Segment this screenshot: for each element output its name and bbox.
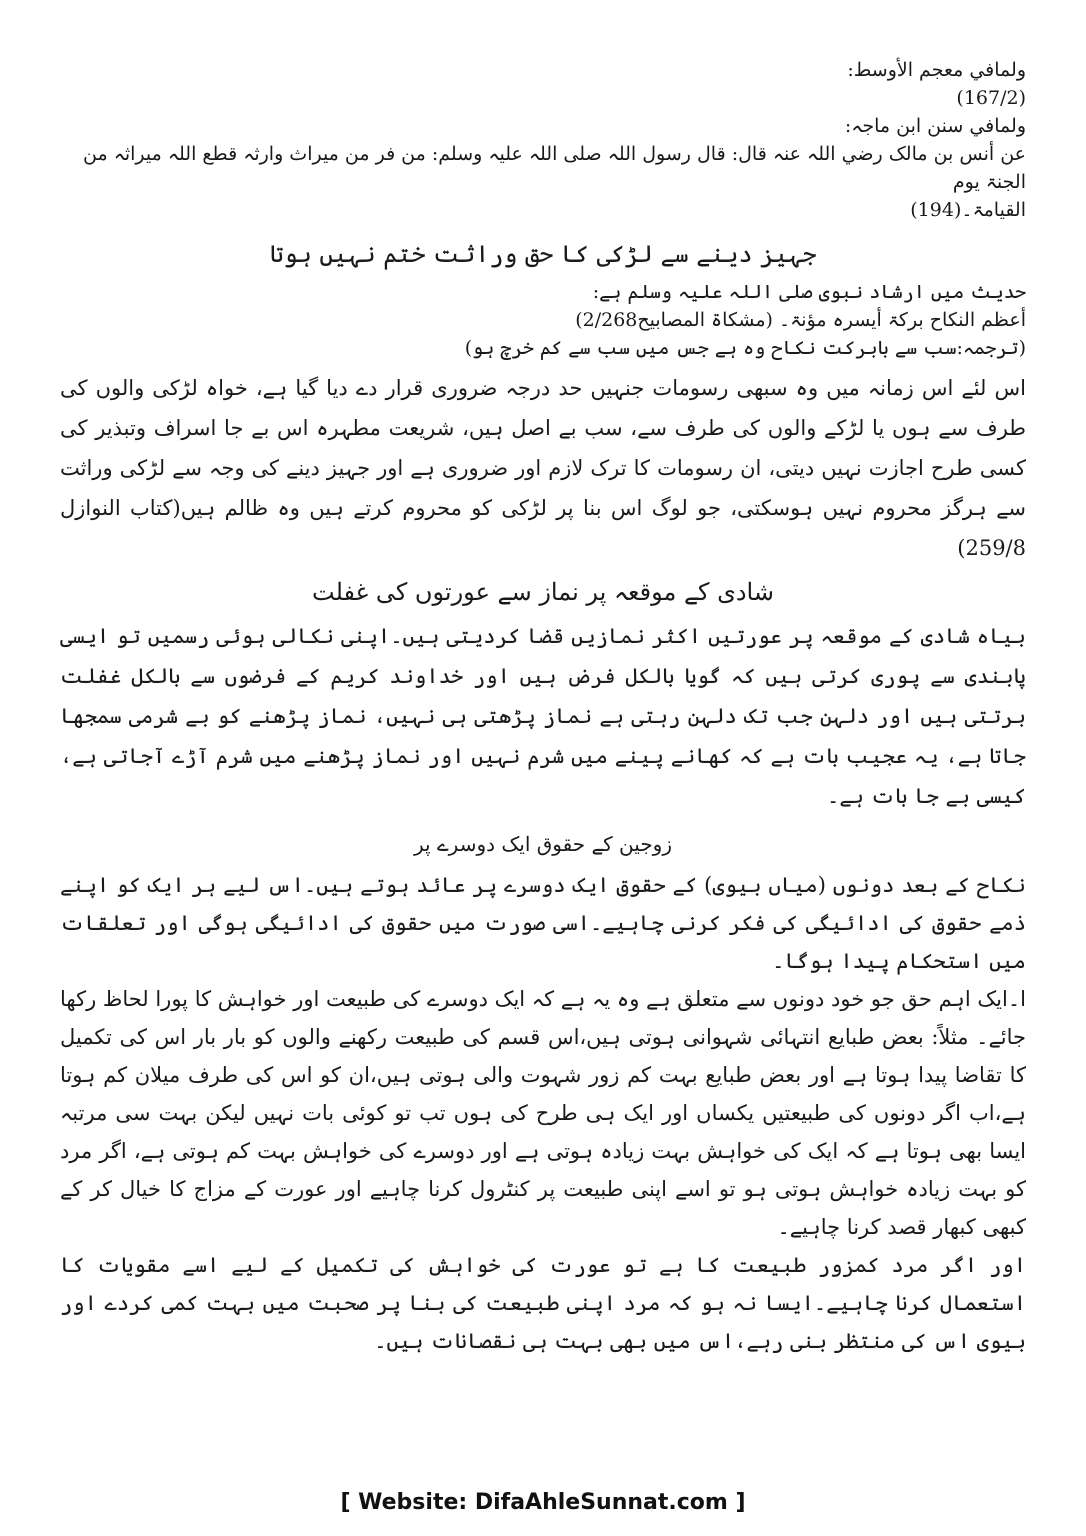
- paragraph-dowry: اس لئے اس زمانہ میں وہ سبھی رسومات جنہیں حد درجہ ضروری قرار دے دیا گیا ہے، خواہ لڑکی والوں کی طرف سے ہوں یا لڑکے والوں کی طرف سے، سب بے اصل ہیں، شریعت مطہرہ اس بے جا اسراف وتبذیر کی کسی طرح اجازت نہیں دیتی، ان رسومات کا ترک لازم اور ضروری ہے اور جہیز دینے کی وجہ سے لڑکی وراثت سے ہرگز محروم نہیں ہوسکتی، جو لوگ اس بنا پر لڑکی کو محروم کرتے ہیں وہ ظالم ہیں(کتاب النوازل 259/8): [60, 376, 1026, 560]
- reference-line-2: (167/2): [956, 87, 1026, 109]
- paragraph-prayer: بیاہ شادی کے موقعہ پر عورتیں اکثر نمازیں قضا کردیتی ہیں۔اپنی نکالی ہوئی رسمیں تو ایسی پابندی سے پوری کرتی ہیں کہ گویا بالکل فرض ہیں اور خداوند کریم کے فرضوں سے بالکل غفلت برتتی ہیں اور دلہن جب تک دلہن رہتی ہے نماز پڑھتی ہی نہیں، نماز پڑھنے کو بے شرمی سمجھا جاتا ہے، یہ عجیب بات ہے کہ کھانے پینے میں شرم نہیں اور نماز پڑھنے میں شرم آڑے آجاتی ہے، کیسی بے جا بات ہے۔: [60, 624, 1026, 808]
- hadith-intro: حدیث میں ارشاد نبوی صلی اللہ علیہ وسلم ہے:: [592, 281, 1026, 303]
- reference-line-3: ولمافي سنن ابن ماجہ:: [844, 115, 1026, 137]
- hadith-arabic-text-end: القیامۃ۔(194): [910, 199, 1026, 221]
- paragraph-spouse-rights-2: ا۔ایک اہم حق جو خود دونوں سے متعلق ہے وہ یہ ہے کہ ایک دوسرے کی طبیعت اور خواہش کا پورا لحاظ رکھا جائے۔ مثلاً: بعض طبایع انتہائی شہوانی ہوتی ہیں،اس قسم کی طبیعت رکھنے والوں کو بار بار اس کی تکمیل کا تقاضا پیدا ہوتا ہے اور بعض طبایع بہت کم زور شہوت والی ہوتی ہیں،ان کو اس کی طرف میلان کم ہوتا ہے،اب اگر دونوں کی طبیعتیں یکساں اور ایک ہی طرح کی ہوں تب تو کوئی بات نہیں لیکن بہت سی مرتبہ ایسا بھی ہوتا ہے کہ ایک کی خواہش بہت زیادہ ہوتی ہے اور دوسرے کی خواہش بہت کم ہوتی ہے، اگر مرد کو بہت زیادہ خواہش ہوتی ہو تو اسے اپنی طبیعت پر کنٹرول کرنا چاہیے اور عورت کے مزاج کا خیال کر کے کبھی کبھار قصد کرنا چاہیے۔: [60, 987, 1026, 1239]
- section-heading-prayer: شادی کے موقعہ پر نماز سے عورتوں کی غفلت: [312, 578, 774, 606]
- reference-line-1: ولمافي معجم الأوسط:: [847, 59, 1026, 81]
- hadith-translation: (ترجمہ:سب سے بابرکت نکاح وہ ہے جس میں سب سے کم خرچ ہو): [464, 337, 1026, 359]
- hadith-quote: أعظم النکاح برکۃ أیسرہ مؤنۃ۔ (مشکاۃ المصابیح2/268): [575, 309, 1026, 331]
- paragraph-spouse-rights-3: اور اگر مرد کمزور طبیعت کا ہے تو عورت کی خواہش کی تکمیل کے لیے اسے مقویات کا استعمال کرنا چاہیے۔ایسا نہ ہو کہ مرد اپنی طبیعت کی بنا پر صحبت میں بہت کمی کردے اور بیوی اس کی منتظر بنی رہے،اس میں بھی بہت ہی نقصانات ہیں۔: [60, 1253, 1026, 1353]
- paragraph-spouse-rights-1: نکاح کے بعد دونوں (میاں بیوی) کے حقوق ایک دوسرے پر عائد ہوتے ہیں۔اس لیے ہر ایک کو اپنے ذمے حقوق کی ادائیگی کی فکر کرنی چاہیے۔اسی صورت میں حقوق کی ادائیگی ہوگی اور تعلقات میں استحکام پیدا ہوگا۔: [60, 873, 1026, 973]
- website-footer: [ Website: DifaAhleSunnat.com ]: [340, 1490, 746, 1515]
- section-heading-dowry: جہیز دینے سے لڑکی کا حق وراثت ختم نہیں ہوتا: [269, 240, 817, 268]
- section-heading-spouse-rights: زوجین کے حقوق ایک دوسرے پر: [414, 832, 672, 856]
- hadith-arabic-text: عن أنس بن مالک رضي اللہ عنہ قال: قال رسول اللہ صلی اللہ علیہ وسلم: من فر من میراث وارثہ قطع اللہ میراثہ من الجنۃ یوم: [83, 143, 1026, 193]
- document-page: [60, 56, 1026, 1476]
